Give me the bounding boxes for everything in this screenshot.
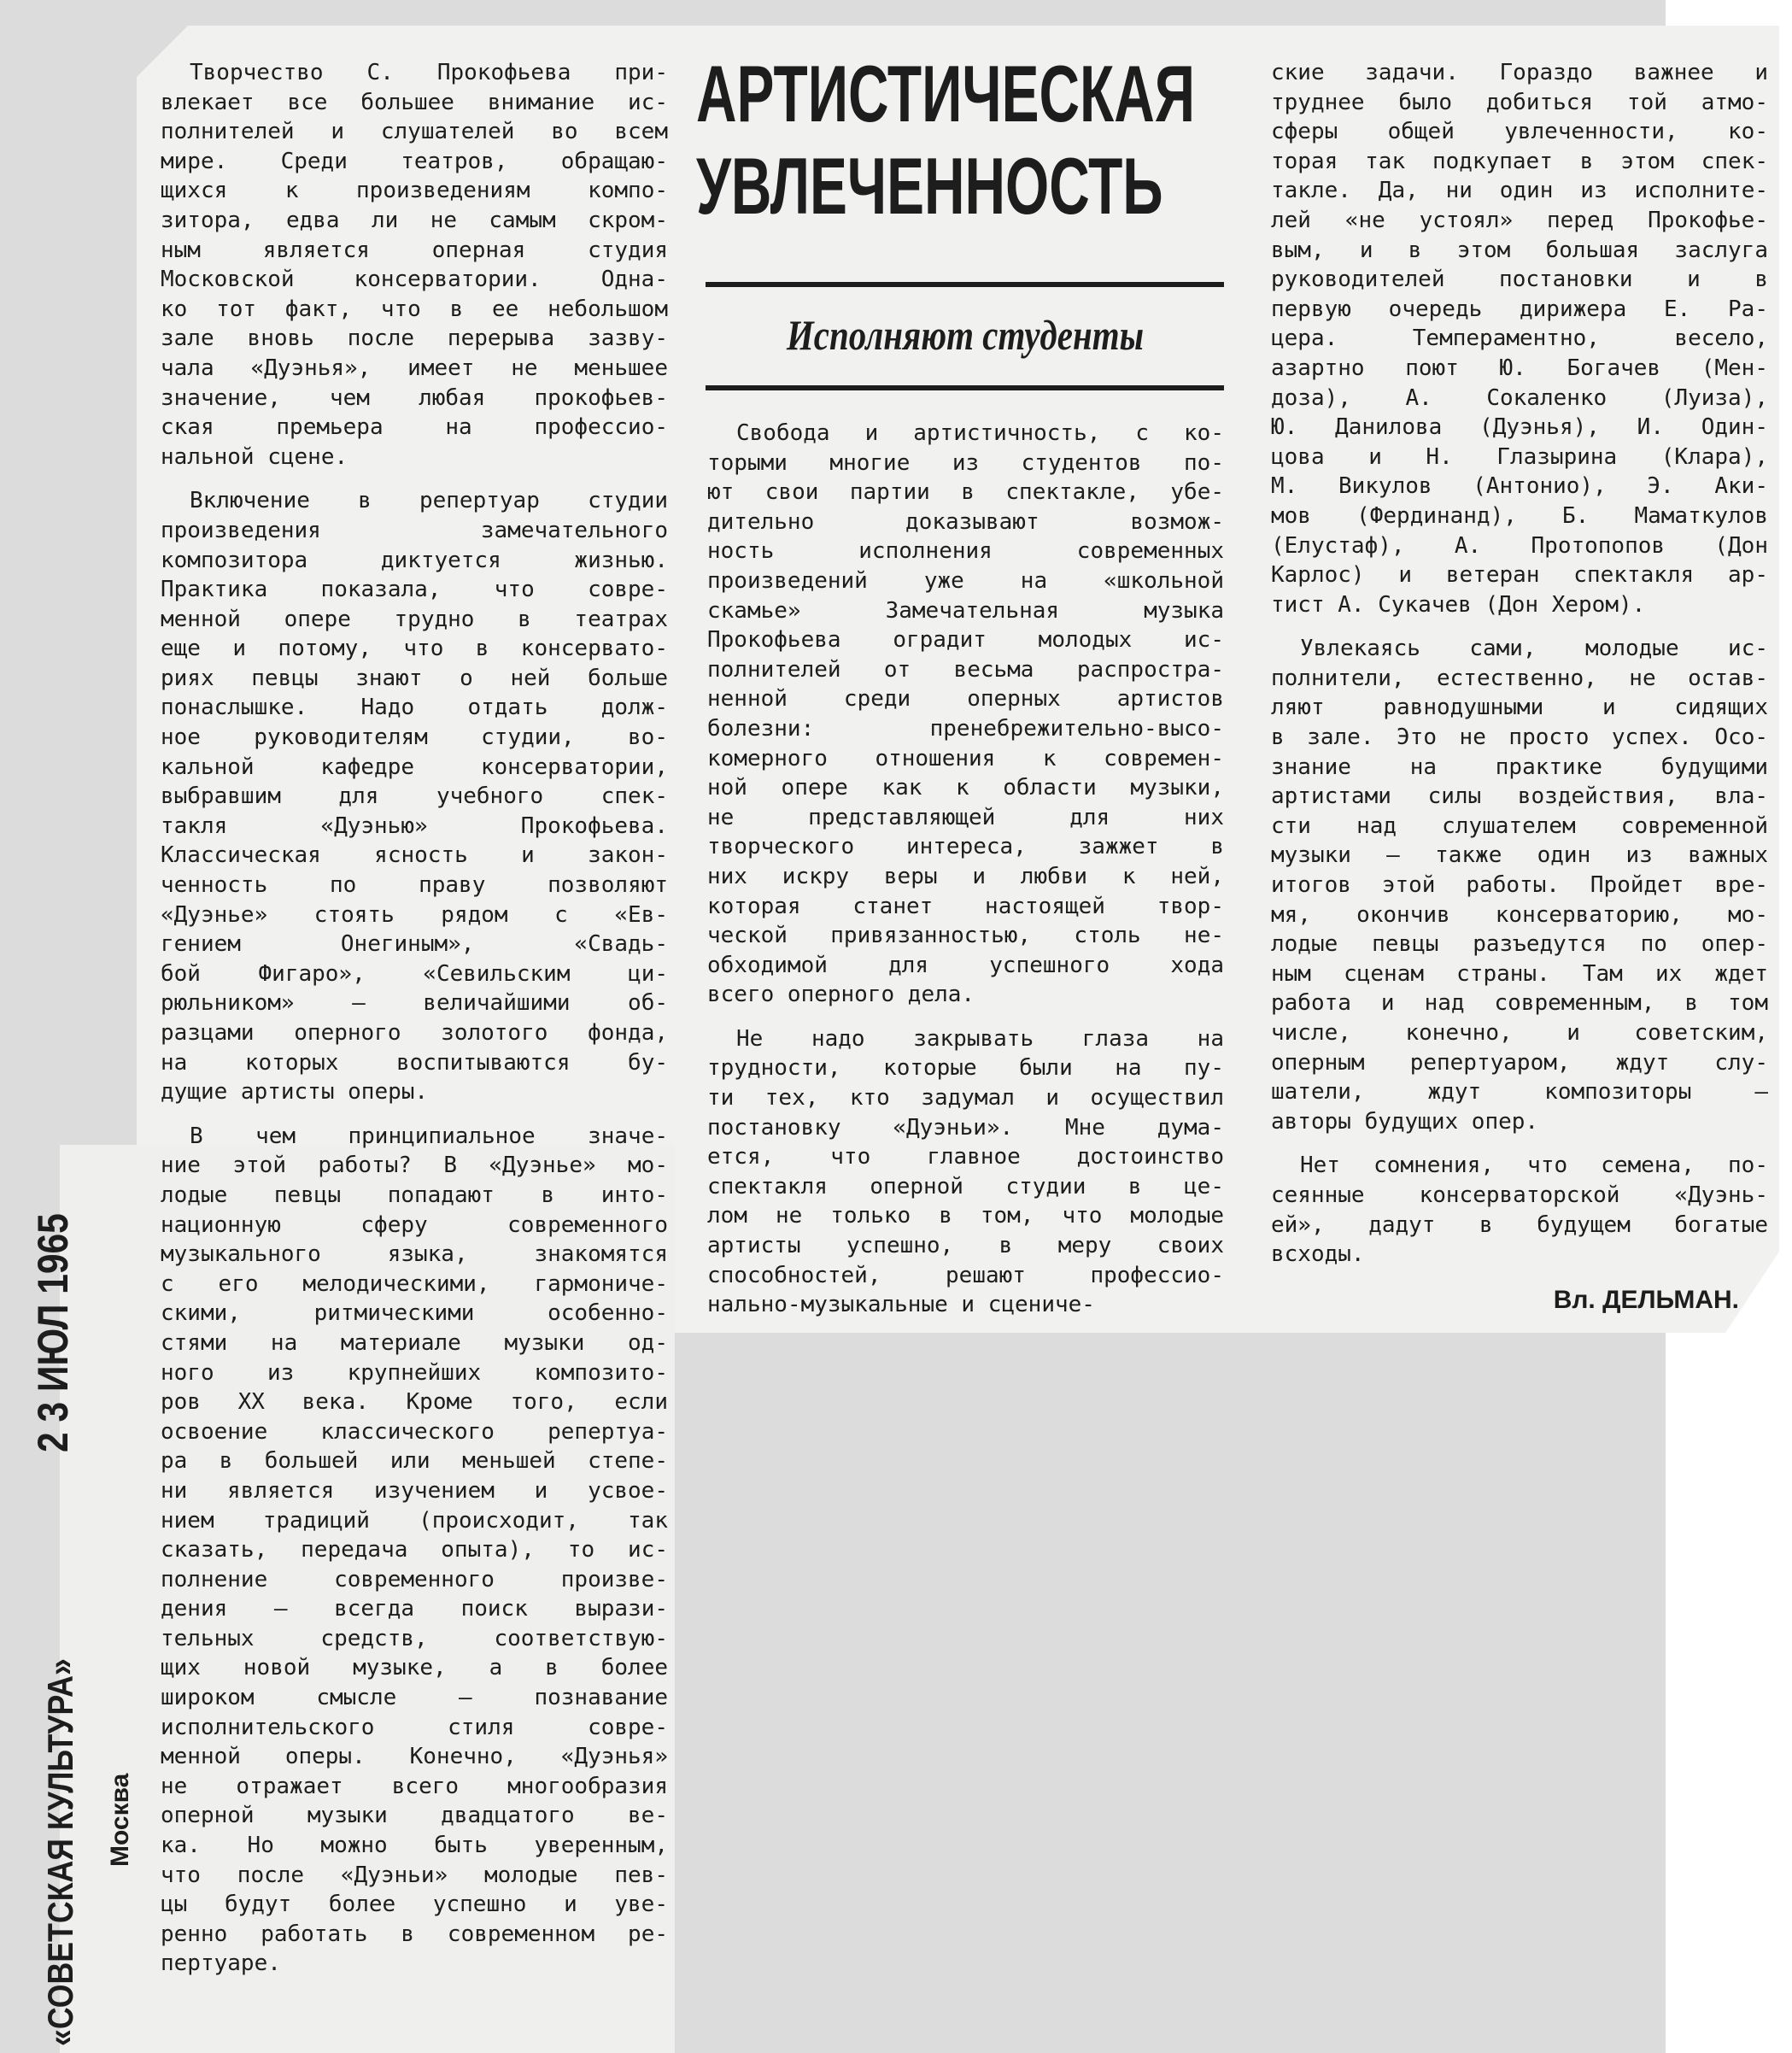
text-line: мя, окончив консерваторию, мо- — [1271, 901, 1768, 928]
text-line: ность исполнения современных — [707, 538, 1224, 565]
article-subheadline — [706, 308, 1224, 362]
text-line: «Дуэнье» стоять рядом с «Ев- — [161, 901, 668, 928]
text-line: произведения замечательного — [161, 517, 668, 543]
text-line: освоение классического репертуа- — [161, 1418, 668, 1445]
text-line: менной оперы. Конечно, «Дуэнья» — [161, 1744, 668, 1770]
text-line: полнителей от весьма распростра- — [707, 656, 1224, 683]
text-line: Нет сомнения, что семена, по- — [1300, 1153, 1768, 1179]
text-line: нальной сцене. — [161, 443, 348, 470]
text-line: ется, что главное достоинство — [707, 1144, 1224, 1170]
text-line: ляют равнодушными и сидящих — [1271, 695, 1768, 721]
text-line: не отражает всего многообразия — [161, 1773, 668, 1799]
text-line: композитора диктуется жизнью. — [161, 547, 668, 573]
text-line: лодые певцы разъедутся по опер- — [1271, 931, 1768, 958]
text-line: гением Онегиным», «Свадь- — [161, 931, 668, 958]
text-line: зитора, едва ли не самым скром- — [161, 207, 668, 233]
text-line: первую очередь дирижера Е. Ра- — [1271, 296, 1768, 322]
text-line: ни является изучением и усвое- — [161, 1477, 668, 1504]
text-line: сеянные консерваторской «Дуэнь- — [1271, 1182, 1768, 1208]
text-line: скими, ритмическими особенно- — [161, 1300, 668, 1327]
text-line: ей», дадут в будущем богатые — [1271, 1211, 1768, 1238]
text-line: кальной кафедре консерватории, — [161, 754, 668, 780]
text-line: скамье» Замечательная музыка — [707, 597, 1224, 624]
text-line: ной опере как к области музыки, — [707, 775, 1224, 801]
text-line: влекает все большее внимание ис- — [161, 89, 668, 115]
text-line: нием традиций (происходит, так — [161, 1507, 668, 1534]
text-line: на которых воспитываются бу- — [161, 1049, 668, 1076]
text-line: дущие артисты оперы. — [161, 1079, 429, 1106]
author-signature: Вл. ДЕЛЬМАН. — [1553, 1286, 1739, 1314]
text-line: рюльником» — величайшими об- — [161, 990, 668, 1017]
text-line: лей «не устоял» перед Прокофье- — [1271, 207, 1768, 233]
text-line: цы будут более успешно и уве- — [161, 1892, 668, 1918]
text-line: произведений уже на «школьной — [707, 567, 1224, 594]
text-line: такле. Да, ни один из исполните- — [1271, 178, 1768, 204]
text-line: зале вновь после перерыва зазву- — [161, 326, 668, 352]
text-line: мире. Среди театров, обращаю- — [161, 148, 668, 174]
paragraph-gap — [1271, 1136, 1768, 1151]
text-line: полнение современного произве- — [161, 1566, 668, 1593]
text-line: сти над слушателем современной — [1271, 812, 1768, 839]
text-line: спектакля оперной студии в це- — [707, 1173, 1224, 1200]
subheadline-text: Исполняют студенты — [786, 311, 1144, 359]
text-line: числе, конечно, и советским, — [1271, 1020, 1768, 1046]
text-line: национную сферу современного — [161, 1211, 668, 1238]
text-line: В чем принципиальное значе- — [190, 1123, 668, 1149]
text-line: (Елустаф), А. Протопопов (Дон — [1271, 532, 1768, 559]
headline-line: АРТИСТИЧЕСКАЯ — [696, 49, 1196, 138]
text-line: ного из крупнейших композито- — [161, 1359, 668, 1386]
text-line: стями на материале музыки од- — [161, 1329, 668, 1356]
text-line: Московской консерватории. Одна- — [161, 267, 668, 293]
text-line: руководителей постановки и в — [1271, 267, 1768, 293]
text-line: бой Фигаро», «Севильским ци- — [161, 960, 668, 987]
text-line: менной опере трудно в театрах — [161, 606, 668, 632]
text-line: труднее было добиться той атмо- — [1271, 89, 1768, 115]
text-line: дительно доказывают возмож- — [707, 508, 1224, 535]
text-line: полнителей и слушателей во всем — [161, 119, 668, 145]
text-line: с его мелодическими, гармониче- — [161, 1270, 668, 1297]
text-line: в зале. Это не просто успех. Осо- — [1271, 724, 1768, 751]
text-line: ская премьера на профессио- — [161, 414, 668, 441]
text-line: вым, и в этом большая заслуга — [1271, 237, 1768, 263]
text-line: них искру веры и любви к ней, — [707, 863, 1224, 889]
text-line: такля «Дуэнью» Прокофьева. — [161, 812, 668, 839]
text-line: сказать, передача опыта), то ис- — [161, 1537, 668, 1563]
text-line: ческой привязанностью, столь не- — [707, 923, 1224, 949]
text-line: Увлекаясь сами, молодые ис- — [1300, 636, 1768, 662]
text-line: мов (Фердинанд), Б. Маматкулов — [1271, 502, 1768, 529]
text-line: что после «Дуэньи» молодые пев- — [161, 1862, 668, 1888]
text-line: Ю. Данилова (Дуэнья), И. Один- — [1271, 414, 1768, 441]
paragraph-gap — [707, 1010, 1224, 1024]
headline-rule-bottom — [706, 385, 1224, 390]
headline-line: УВЛЕЧЕННОСТЬ — [696, 141, 1163, 231]
article-headline — [696, 51, 1236, 236]
text-line: ние этой работы? В «Дуэнье» мо- — [161, 1153, 668, 1179]
text-line: тист А. Сукачев (Дон Хером). — [1271, 591, 1646, 618]
text-line: доза), А. Сокаленко (Луиза), — [1271, 384, 1768, 411]
text-line: всего оперного дела. — [707, 982, 975, 1008]
text-line: постановку «Дуэньи». Мне дума- — [707, 1114, 1224, 1141]
text-line: ко тот факт, что в ее небольшом — [161, 296, 668, 322]
text-line: цова и Н. Глазырина (Клара), — [1271, 443, 1768, 470]
article-column-2 — [707, 419, 1224, 1320]
text-line: шатели, ждут композиторы — — [1271, 1079, 1768, 1106]
text-line: знание на практике будущими — [1271, 754, 1768, 780]
text-line: ров XX века. Кроме того, если — [161, 1389, 668, 1416]
text-line: не представляющей для них — [707, 804, 1224, 830]
text-line: цера. Темпераментно, весело, — [1271, 326, 1768, 352]
text-line: оперным репертуаром, ждут слу- — [1271, 1049, 1768, 1076]
text-line: выбравшим для учебного спек- — [161, 783, 668, 810]
text-line: ненной среди оперных артистов — [707, 686, 1224, 713]
text-line: которая станет настоящей твор- — [707, 893, 1224, 919]
text-line: обходимой для успешного хода — [707, 952, 1224, 978]
text-line: ченность по праву позволяют — [161, 872, 668, 899]
text-line: нально-музыкальные и сцениче- — [707, 1292, 1095, 1318]
text-line: ют свои партии в спектакле, убе- — [707, 479, 1224, 506]
text-line: щих новой музыке, а в более — [161, 1655, 668, 1681]
text-line: работа и над современным, в том — [1271, 990, 1768, 1017]
text-line: Практика показала, что совре- — [161, 577, 668, 603]
text-line: авторы будущих опер. — [1271, 1108, 1539, 1135]
text-line: торая так подкупает в этом спек- — [1271, 148, 1768, 174]
text-line: понаслышке. Надо отдать долж- — [161, 695, 668, 721]
text-line: риях певцы знают о ней больше — [161, 665, 668, 691]
text-line: Свобода и артистичность, с ко- — [736, 420, 1224, 446]
text-line: Включение в репертуар студии — [190, 488, 668, 514]
text-line: всходы. — [1271, 1241, 1365, 1268]
text-line: ное руководителям студии, во- — [161, 724, 668, 751]
paragraph-gap — [161, 1107, 668, 1122]
text-line: артистами силы воздействия, вла- — [1271, 783, 1768, 810]
paragraph-gap — [161, 472, 668, 486]
text-line: болезни: пренебрежительно-высо- — [707, 715, 1224, 742]
text-line: музыкального языка, знакомятся — [161, 1241, 668, 1268]
text-line: комерного отношения к современ- — [707, 745, 1224, 771]
text-line: Творчество С. Прокофьева при- — [190, 60, 668, 85]
headline-rule-top — [706, 282, 1224, 287]
text-line: ские задачи. Гораздо важнее и — [1271, 60, 1768, 85]
text-line: сферы общей увлеченности, ко- — [1271, 119, 1768, 145]
text-line: азартно поют Ю. Богачев (Мен- — [1271, 355, 1768, 381]
text-line: щихся к произведениям компо- — [161, 178, 668, 204]
date-stamp: 2 3 ИЮЛ 1965 — [29, 1213, 77, 1452]
text-line: музыки — также один из важных — [1271, 842, 1768, 869]
text-line: лодые певцы попадают в инто- — [161, 1182, 668, 1208]
text-line: ти тех, кто задумал и осуществил — [707, 1085, 1224, 1112]
text-line: торыми многие из студентов по- — [707, 449, 1224, 476]
paragraph-gap — [1271, 619, 1768, 634]
text-line: способностей, решают профессио- — [707, 1262, 1224, 1288]
text-line: ренно работать в современном ре- — [161, 1921, 668, 1947]
article-column-1 — [161, 58, 668, 1979]
text-line: артисты успешно, в меру своих — [707, 1233, 1224, 1259]
article-column-3 — [1271, 58, 1768, 1270]
text-line: полнители, естественно, не остав- — [1271, 665, 1768, 691]
newspaper-name: «СОВЕТСКАЯ КУЛЬТУРА» — [40, 1658, 80, 2046]
text-line: ка. Но можно быть уверенным, — [161, 1833, 668, 1859]
text-line: итогов этой работы. Пройдет вре- — [1271, 872, 1768, 899]
text-line: ным является оперная студия — [161, 237, 668, 263]
text-line: Не надо закрывать глаза на — [736, 1025, 1224, 1052]
text-line: тельных средств, соответствую- — [161, 1625, 668, 1651]
text-line: лом не только в том, что молодые — [707, 1203, 1224, 1229]
text-line: творческого интереса, зажжет в — [707, 834, 1224, 860]
text-line: значение, чем любая прокофьев- — [161, 384, 668, 411]
text-line: дения — всегда поиск вырази- — [161, 1596, 668, 1622]
text-line: Прокофьева оградит молодых ис- — [707, 627, 1224, 654]
text-line: Карлос) и ветеран спектакля ар- — [1271, 562, 1768, 589]
text-line: еще и потому, что в консервато- — [161, 636, 668, 662]
newspaper-city: Москва — [106, 1773, 134, 1867]
text-line: разцами оперного золотого фонда, — [161, 1020, 668, 1046]
text-line: исполнительского стиля совре- — [161, 1714, 668, 1740]
text-line: оперной музыки двадцатого ве- — [161, 1803, 668, 1829]
text-line: пертуаре. — [161, 1950, 281, 1977]
text-line: ным сценам страны. Там их ждет — [1271, 960, 1768, 987]
text-line: М. Викулов (Антонио), Э. Аки- — [1271, 473, 1768, 500]
text-line: широком смысле — познавание — [161, 1685, 668, 1711]
text-line: чала «Дуэнья», имеет не меньшее — [161, 355, 668, 381]
text-line: ра в большей или меньшей степе- — [161, 1448, 668, 1475]
text-line: Классическая ясность и закон- — [161, 842, 668, 869]
text-line: трудности, которые были на пу- — [707, 1055, 1224, 1082]
